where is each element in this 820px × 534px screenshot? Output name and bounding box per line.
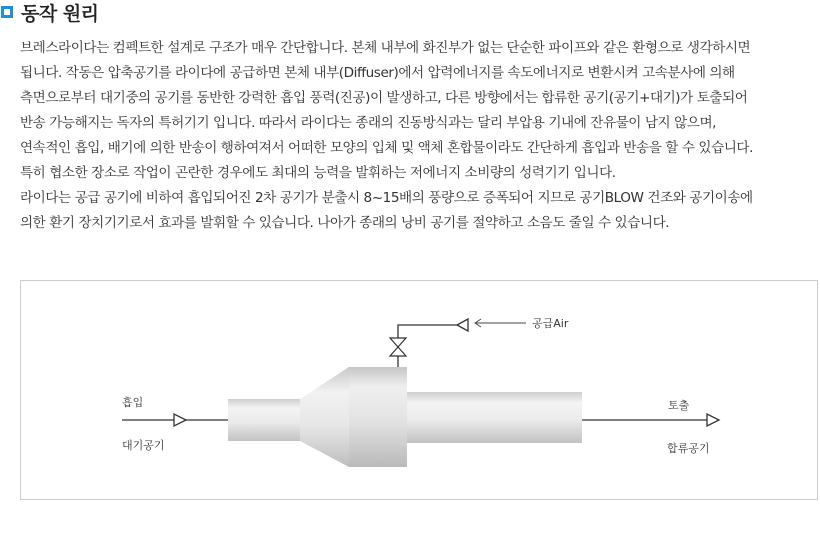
valve-icon <box>390 338 406 356</box>
description <box>20 36 815 236</box>
discharge-pipe <box>407 392 582 443</box>
description-line: 반송 가능해지는 독자의 특허기기 입니다. 따라서 라이다는 종래의 진동방식과는 달리 부압용 기내에 잔유물이 남지 않으며, <box>20 115 717 131</box>
diagram-svg <box>21 281 819 501</box>
supply-arrow-icon <box>475 319 526 327</box>
section-title: 동작 원리 <box>21 2 99 25</box>
intake-arrow-icon <box>122 414 228 426</box>
square-bullet-icon <box>1 6 13 18</box>
description-line: 브레스라이다는 컴펙트한 설계로 구조가 매우 간단합니다. 본체 내부에 화진부가 없는 단순한 파이프와 같은 환형으로 생각하시면 <box>20 40 751 56</box>
section-header <box>0 0 99 24</box>
supply-air-line <box>398 325 458 367</box>
description-line: 특히 협소한 장소로 작업이 곤란한 경우에도 최대의 능력을 발휘하는 저에너지 소비량의 성력기기 입니다. <box>20 165 616 181</box>
intake-pipe <box>228 399 300 441</box>
supply-inlet-icon <box>457 319 468 331</box>
operating-principle-diagram <box>20 280 818 500</box>
intake-label: 흡입 <box>122 396 144 409</box>
description-line: 의한 환기 장치기기로서 효과를 발휘할 수 있습니다. 나아가 종래의 낭비 공기를 절약하고 소음도 줄일 수 있습니다. <box>20 215 670 231</box>
discharge-label: 토출 <box>668 399 690 412</box>
description-line: 연속적인 흡입, 배기에 의한 반송이 행하여져서 어떠한 모양의 입체 및 액체 혼합물이라도 간단하게 흡입과 반송을 할 수 있습니다. <box>20 140 753 156</box>
discharge-arrow-icon <box>582 414 719 426</box>
diffuser-body <box>349 367 407 467</box>
supply-air-label: 공급Air <box>532 317 569 330</box>
discharge-sub-label: 합류공기 <box>667 442 710 455</box>
intake-sub-label: 대기공기 <box>122 439 165 452</box>
description-line: 측면으로부터 대기중의 공기를 동반한 강력한 흡입 풍력(진공)이 발생하고, 다른 방향에서는 합류한 공기(공기+대기)가 토출되어 <box>20 90 748 106</box>
description-line: 됩니다. 작동은 압축공기를 라이다에 공급하면 본체 내부(Diffuser)에서 압력에너지를 속도에너지로 변환시켜 고속분사에 의해 <box>20 65 735 81</box>
description-line: 라이다는 공급 공기에 비하여 흡입되어진 2차 공기가 분출시 8~15배의 풍량으로 증폭되어 지므로 공기BLOW 건조와 공기이송에 <box>20 190 753 206</box>
diffuser-cone <box>300 367 349 467</box>
